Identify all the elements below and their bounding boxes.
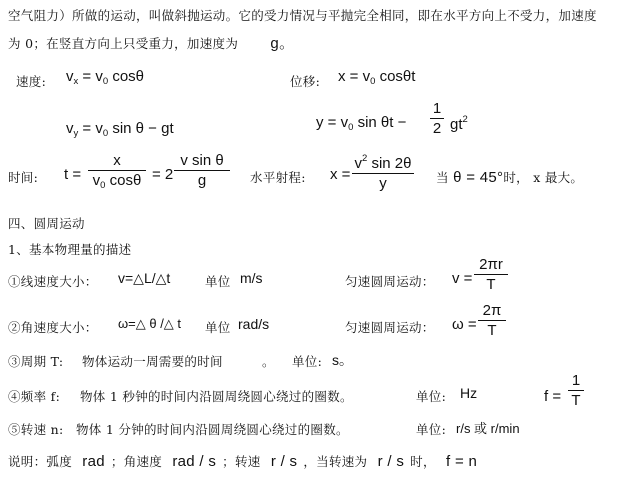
- vx-symbol: v: [66, 68, 74, 85]
- linear-bar: [474, 274, 508, 275]
- period-desc: 物体运动一周需要的时间: [82, 354, 223, 369]
- linear-den: T: [486, 276, 496, 293]
- half-den: 2: [432, 120, 442, 137]
- half-fraction: [430, 100, 444, 137]
- angular-bar: [478, 320, 506, 321]
- linear-unit-label: 单位: [205, 274, 231, 289]
- period-unit-label: 单位:: [292, 354, 323, 369]
- x-formula: [338, 68, 415, 87]
- displacement-label: 位移:: [290, 74, 321, 89]
- time-f1-den-b: cosθ: [105, 172, 142, 189]
- x-sub: 0: [370, 76, 376, 87]
- frequency-lhs: f =: [544, 388, 562, 405]
- range-num-sup: 2: [362, 153, 368, 164]
- velocity-label: 速度:: [16, 74, 47, 89]
- time-f2-den: g: [197, 172, 207, 189]
- angular-den: T: [487, 322, 497, 339]
- vx-rhs-sub: 0: [102, 76, 109, 87]
- linear-unit: m/s: [240, 270, 263, 286]
- linear-fraction: [474, 256, 508, 293]
- half-num: 1: [432, 100, 442, 117]
- range-fraction: [352, 150, 414, 192]
- range-cond-b: θ = 45°: [453, 169, 504, 186]
- angular-lhs: ω =: [452, 316, 477, 333]
- intro-line-1: 空气阻力）所做的运动，叫做斜抛运动。它的受力情况与平抛完全相同，即在水平方向上不受力，加速度: [8, 8, 597, 23]
- linear-label: ①线速度大小：: [8, 274, 98, 289]
- note-g: ，当转速为: [303, 454, 368, 469]
- rotation-unit: r/s 或 r/min: [456, 421, 520, 436]
- time-f2-bar: [174, 170, 230, 171]
- range-cond-a: 当: [436, 170, 449, 185]
- vy-sub: y: [73, 128, 79, 139]
- frequency-bar: [568, 390, 584, 391]
- y-b: sin θt −: [353, 114, 407, 131]
- range-num: [352, 150, 414, 172]
- vx-rhs-b: cosθ: [108, 68, 145, 85]
- linear-lhs: v =: [452, 270, 473, 287]
- y-c: gt: [450, 116, 463, 133]
- rotation-label: ⑤转速 n:: [8, 422, 64, 437]
- rotation-unit-label: 单位:: [416, 422, 447, 437]
- frequency-unit: Hz: [460, 385, 478, 401]
- time-lhs: t =: [64, 166, 82, 183]
- y-formula-left: [316, 114, 406, 133]
- vx-sub: x: [73, 76, 79, 87]
- intro-line-2: [8, 32, 294, 53]
- period-dot: 。: [262, 354, 275, 369]
- note-b: rad: [82, 453, 105, 470]
- y-sub: 0: [348, 122, 354, 133]
- note-c: ；角速度: [110, 454, 163, 469]
- angular-num: 2π: [482, 302, 502, 319]
- vx-formula: [66, 68, 144, 87]
- time-fraction-1: [88, 152, 146, 194]
- linear-formula: v=△L/△t: [118, 270, 171, 286]
- section-subtitle: 1、基本物理量的描述: [8, 242, 132, 257]
- note-d: rad / s: [172, 453, 217, 470]
- range-num-a: v: [354, 155, 362, 172]
- note-a: 说明：弧度: [8, 454, 73, 469]
- vx-rhs-a: = v: [78, 68, 103, 85]
- vy-rhs-a: = v: [78, 120, 103, 137]
- x-b: cosθt: [375, 68, 416, 85]
- linear-uniform-label: 匀速圆周运动：: [345, 274, 435, 289]
- angular-uniform-label: 匀速圆周运动：: [345, 320, 435, 335]
- range-lhs: x =: [330, 166, 351, 183]
- range-den: y: [379, 175, 387, 192]
- note-i: 时，: [410, 454, 436, 469]
- note-h: r / s: [377, 453, 405, 470]
- note-e: ；转速: [222, 454, 261, 469]
- frequency-desc: 物体 1 秒钟的时间内沿圆周绕圆心绕过的圈数。: [80, 389, 353, 404]
- angular-unit-label: 单位: [205, 320, 231, 335]
- vy-formula: [66, 120, 174, 139]
- frequency-den: T: [571, 392, 581, 409]
- intro-line-2a: 为 0；在竖直方向上只受重力，加速度为: [8, 36, 239, 51]
- half-bar: [430, 118, 444, 119]
- note-f: r / s: [270, 453, 298, 470]
- time-label: 时间:: [8, 170, 39, 185]
- time-f2-num: v sin θ: [180, 152, 224, 169]
- frequency-fraction: [568, 372, 584, 409]
- period-label: ③周期 T:: [8, 354, 64, 369]
- section-title: 四、圆周运动: [8, 216, 85, 231]
- time-f1-den: [88, 172, 146, 194]
- time-f1-den-sub: 0: [100, 180, 106, 191]
- range-num-b: sin 2θ: [367, 155, 412, 172]
- time-fraction-2: [174, 152, 230, 189]
- time-f1-den-a: v: [92, 172, 101, 189]
- note-j: f = n: [446, 453, 478, 470]
- intro-line-2b: g。: [270, 35, 295, 52]
- linear-num: 2πr: [479, 256, 503, 273]
- range-condition: [436, 168, 583, 186]
- angular-label: ②角速度大小：: [8, 320, 98, 335]
- range-bar: [352, 173, 414, 174]
- note-line: [8, 452, 477, 470]
- x-a: x = v: [338, 68, 371, 85]
- y-sup: 2: [462, 114, 468, 125]
- angular-unit: rad/s: [238, 316, 270, 332]
- angular-formula: ω=△ θ /△ t: [118, 316, 182, 331]
- frequency-num: 1: [571, 372, 581, 389]
- time-f1-bar: [88, 170, 146, 171]
- period-unit: s。: [332, 352, 353, 368]
- range-cond-c: 时， x 最大。: [503, 170, 584, 185]
- y-a: y = v: [316, 114, 349, 131]
- frequency-label: ④频率 f:: [8, 389, 61, 404]
- time-f1-num: x: [113, 152, 121, 169]
- vy-rhs-b: sin θ − gt: [108, 120, 174, 137]
- time-eq2: = 2: [152, 166, 174, 183]
- y-formula-right: [450, 114, 468, 133]
- range-label: 水平射程:: [250, 170, 306, 185]
- vy-symbol: v: [66, 120, 74, 137]
- rotation-desc: 物体 1 分钟的时间内沿圆周绕圆心绕过的圈数。: [76, 422, 349, 437]
- vy-rhs-sub: 0: [102, 128, 109, 139]
- frequency-unit-label: 单位:: [416, 389, 447, 404]
- angular-fraction: [478, 302, 506, 339]
